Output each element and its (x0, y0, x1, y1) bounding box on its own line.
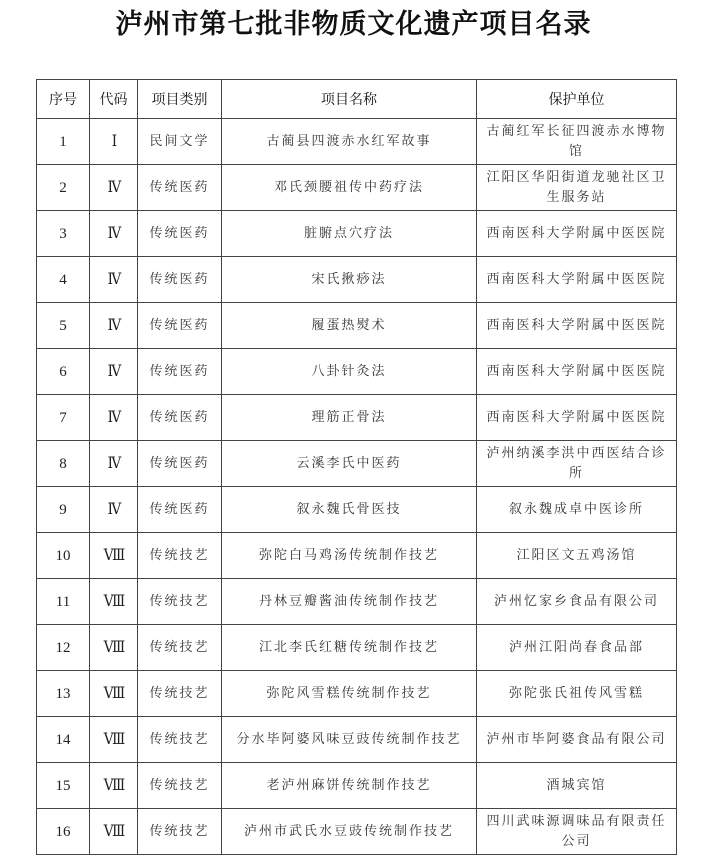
cell-no: 8 (37, 441, 90, 487)
cell-unit: 西南医科大学附属中医医院 (477, 303, 677, 349)
cell-code: Ⅷ (93, 671, 134, 717)
cell-no: 3 (37, 211, 90, 257)
cell-category: 传统医药 (138, 257, 222, 303)
cell-category: 传统医药 (138, 395, 222, 441)
table-row (37, 257, 677, 303)
cell-code: Ⅷ (93, 717, 134, 763)
cell-no: 10 (37, 533, 90, 579)
table-row (37, 671, 677, 717)
cell-code: Ⅳ (93, 211, 134, 257)
table-header-row (37, 80, 677, 119)
cell-unit: 泸州市毕阿婆食品有限公司 (477, 717, 677, 763)
table-row (37, 533, 677, 579)
cell-code: Ⅳ (93, 441, 134, 487)
cell-no: 11 (37, 579, 90, 625)
cell-name: 弥陀白马鸡汤传统制作技艺 (222, 533, 477, 579)
cell-category: 传统医药 (138, 349, 222, 395)
cell-no: 12 (37, 625, 90, 671)
cell-no: 1 (37, 119, 90, 165)
cell-no: 5 (37, 303, 90, 349)
table-row (37, 395, 677, 441)
cell-code: Ⅷ (93, 763, 134, 809)
table-row (37, 625, 677, 671)
heritage-list-table (36, 79, 677, 855)
cell-no: 15 (37, 763, 90, 809)
cell-unit: 弥陀张氏祖传风雪糕 (477, 671, 677, 717)
header-name: 项目名称 (222, 80, 477, 119)
cell-name: 八卦针灸法 (222, 349, 477, 395)
cell-unit: 酒城宾馆 (477, 763, 677, 809)
cell-unit: 泸州忆家乡食品有限公司 (477, 579, 677, 625)
cell-category: 传统技艺 (138, 717, 222, 763)
cell-name: 泸州市武氏水豆豉传统制作技艺 (222, 809, 477, 855)
cell-unit: 西南医科大学附属中医医院 (477, 211, 677, 257)
table-row (37, 579, 677, 625)
cell-no: 14 (37, 717, 90, 763)
table-row (37, 487, 677, 533)
cell-name: 弥陀风雪糕传统制作技艺 (222, 671, 477, 717)
cell-unit: 泸州纳溪李洪中西医结合诊所 (477, 441, 677, 487)
cell-category: 传统技艺 (138, 533, 222, 579)
cell-name: 邓氏颈腰祖传中药疗法 (222, 165, 477, 211)
header-category: 项目类别 (138, 80, 222, 119)
cell-category: 传统技艺 (138, 809, 222, 855)
cell-unit: 西南医科大学附属中医医院 (477, 349, 677, 395)
cell-unit: 西南医科大学附属中医医院 (477, 395, 677, 441)
cell-name: 丹林豆瓣酱油传统制作技艺 (222, 579, 477, 625)
table-row (37, 763, 677, 809)
cell-code: Ⅷ (93, 809, 134, 855)
cell-category: 民间文学 (138, 119, 222, 165)
table-row (37, 717, 677, 763)
cell-no: 9 (37, 487, 90, 533)
cell-name: 脏腑点穴疗法 (222, 211, 477, 257)
cell-name: 理筋正骨法 (222, 395, 477, 441)
cell-name: 叙永魏氏骨医技 (222, 487, 477, 533)
table-row (37, 119, 677, 165)
cell-unit: 四川武味源调味品有限责任公司 (477, 809, 677, 855)
cell-name: 宋氏揪痧法 (222, 257, 477, 303)
cell-name: 分水毕阿婆风味豆豉传统制作技艺 (222, 717, 477, 763)
cell-no: 2 (37, 165, 90, 211)
cell-no: 13 (37, 671, 90, 717)
table-row (37, 211, 677, 257)
header-unit: 保护单位 (477, 80, 677, 119)
cell-no: 4 (37, 257, 90, 303)
cell-category: 传统技艺 (138, 671, 222, 717)
cell-code: Ⅳ (93, 257, 134, 303)
cell-category: 传统技艺 (138, 763, 222, 809)
cell-code: Ⅳ (93, 487, 134, 533)
table-row (37, 809, 677, 855)
cell-code: Ⅷ (93, 533, 134, 579)
cell-name: 履蛋热熨术 (222, 303, 477, 349)
cell-unit: 叙永魏成卓中医诊所 (477, 487, 677, 533)
cell-category: 传统医药 (138, 303, 222, 349)
cell-category: 传统技艺 (138, 579, 222, 625)
cell-unit: 古蔺红军长征四渡赤水博物馆 (477, 119, 677, 165)
cell-category: 传统医药 (138, 165, 222, 211)
cell-code: Ⅰ (93, 119, 134, 165)
cell-code: Ⅳ (93, 349, 134, 395)
cell-category: 传统技艺 (138, 625, 222, 671)
cell-name: 云溪李氏中医药 (222, 441, 477, 487)
table-row (37, 349, 677, 395)
table-row (37, 165, 677, 211)
cell-code: Ⅳ (93, 303, 134, 349)
cell-unit: 泸州江阳尚春食品部 (477, 625, 677, 671)
cell-no: 16 (37, 809, 90, 855)
document-title: 泸州市第七批非物质文化遗产项目名录 (115, 9, 592, 40)
cell-no: 6 (37, 349, 90, 395)
cell-code: Ⅷ (93, 625, 134, 671)
cell-name: 老泸州麻饼传统制作技艺 (222, 763, 477, 809)
cell-name: 古蔺县四渡赤水红军故事 (222, 119, 477, 165)
cell-unit: 江阳区文五鸡汤馆 (477, 533, 677, 579)
cell-category: 传统医药 (138, 211, 222, 257)
cell-name: 江北李氏红糖传统制作技艺 (222, 625, 477, 671)
cell-code: Ⅷ (93, 579, 134, 625)
table-row (37, 303, 677, 349)
cell-category: 传统医药 (138, 487, 222, 533)
cell-code: Ⅳ (93, 395, 134, 441)
cell-no: 7 (37, 395, 90, 441)
header-no: 序号 (37, 80, 90, 119)
header-code: 代码 (90, 80, 138, 119)
table-row (37, 441, 677, 487)
cell-unit: 江阳区华阳街道龙驰社区卫生服务站 (477, 165, 677, 211)
cell-category: 传统医药 (138, 441, 222, 487)
cell-unit: 西南医科大学附属中医医院 (477, 257, 677, 303)
cell-code: Ⅳ (93, 165, 134, 211)
